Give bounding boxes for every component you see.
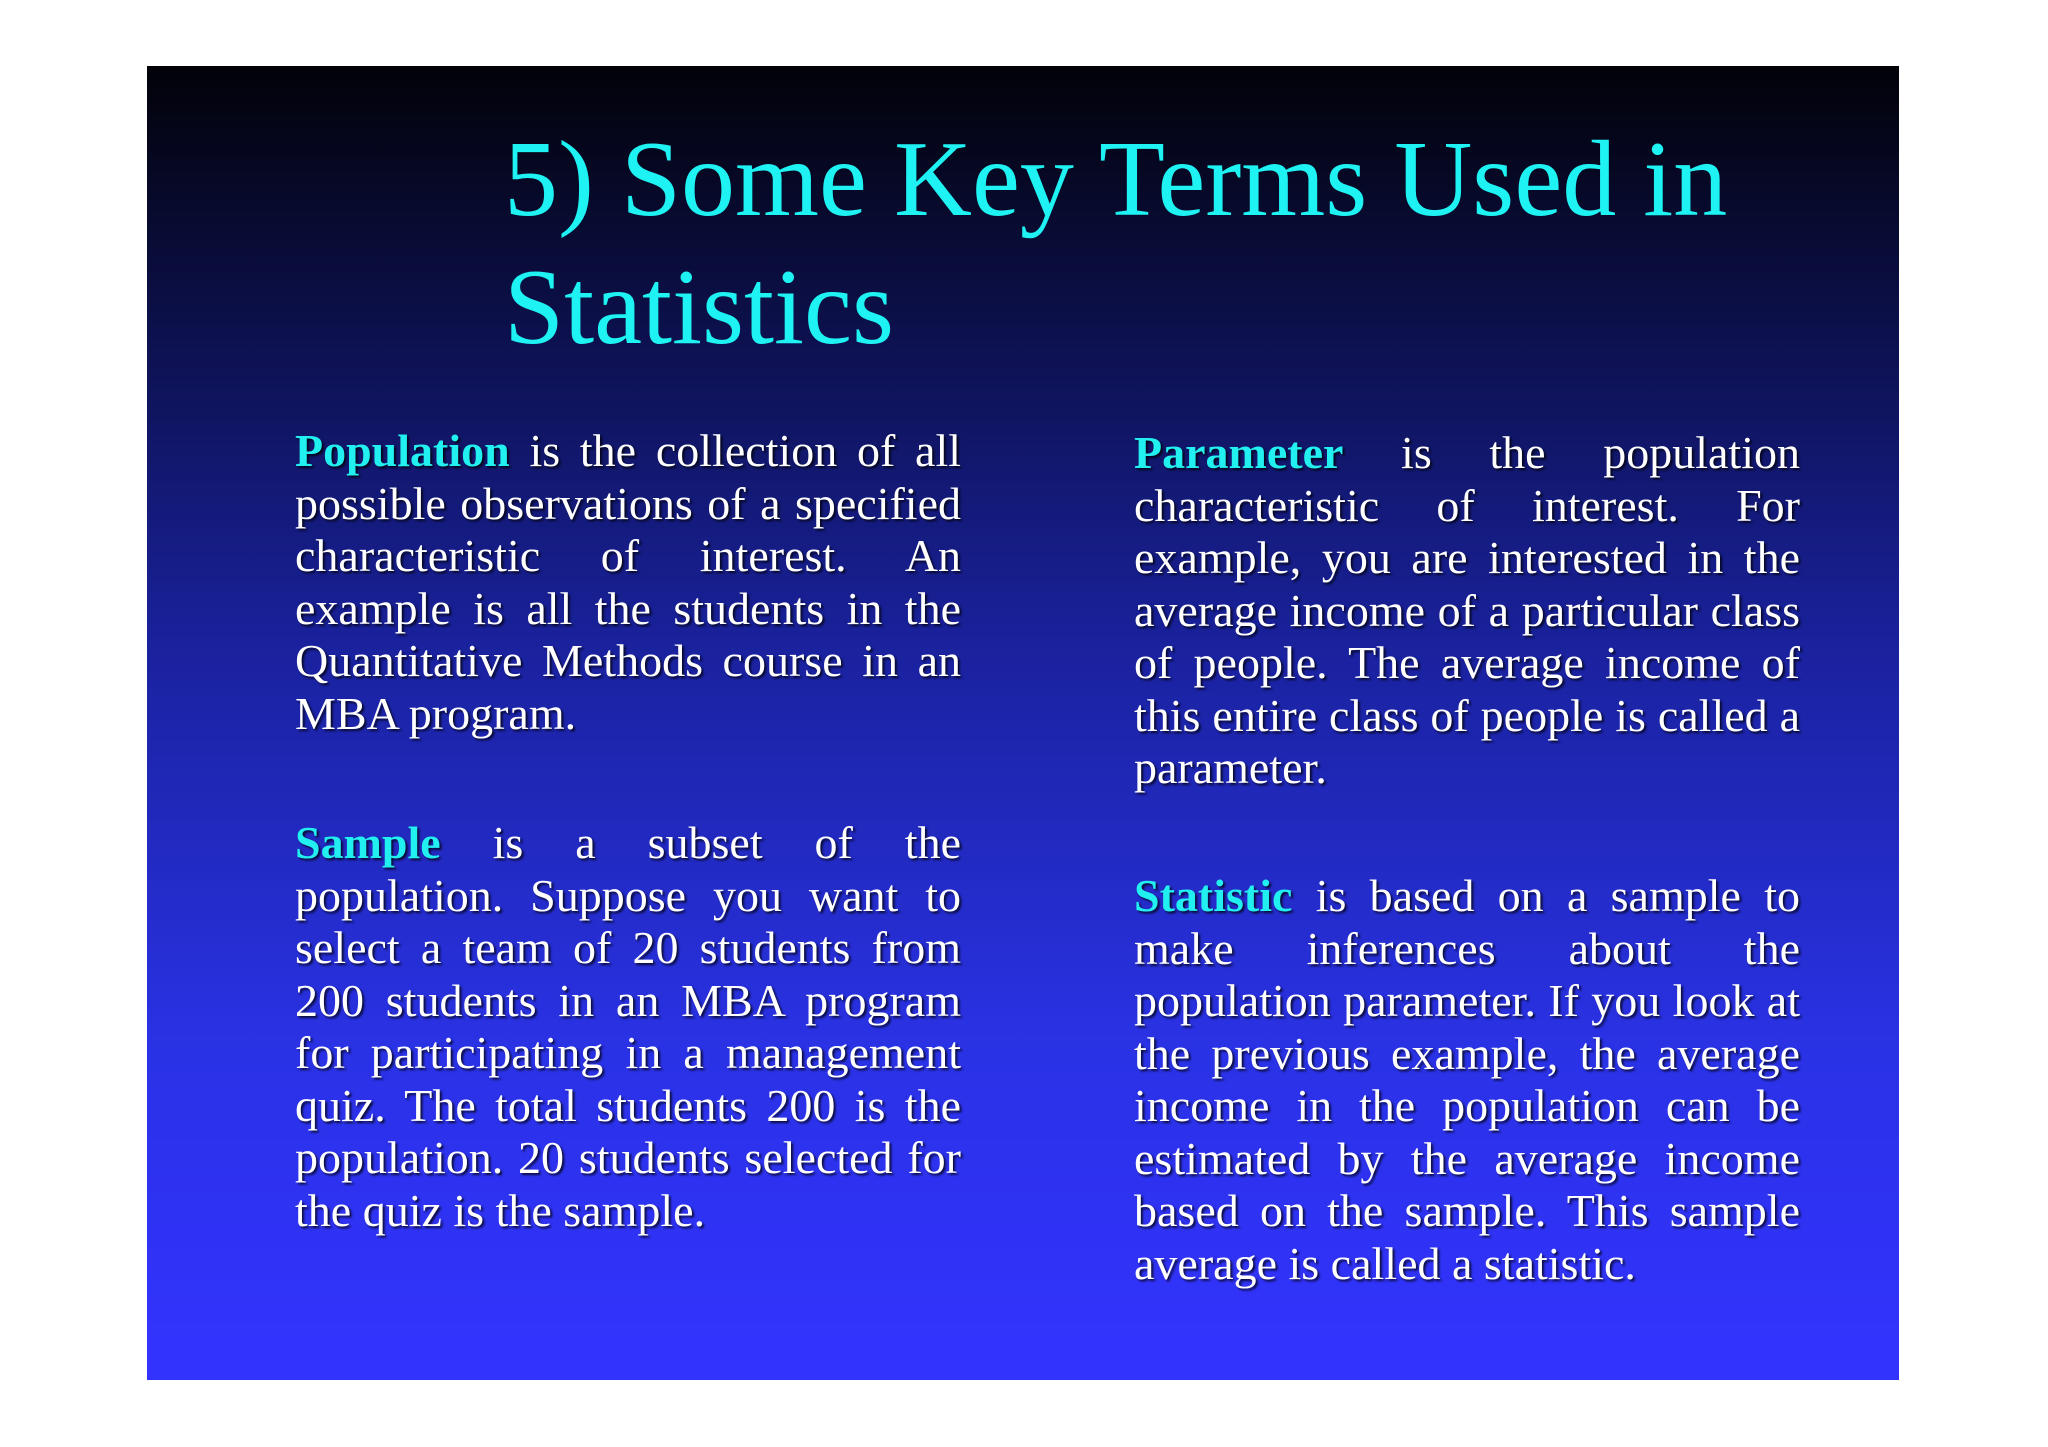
term-sample: Sample	[295, 817, 441, 868]
definition-sample	[295, 817, 961, 1237]
slide-title: 5) Some Key Terms Used in Statistics	[504, 120, 1728, 367]
definition-parameter	[1134, 427, 1800, 795]
definition-parameter-text: is the population characteristic of interest. For example, you are interested in the average income of a particular class of people. The average income of this entire class of people is called a parameter.	[1134, 427, 1800, 793]
definition-sample-text: is a subset of the population. Suppose you want to select a team of 20 students from 200 students in an MBA program for participating in a management quiz. The total students 200 is the population. 20 students selected for the quiz is the sample.	[295, 817, 961, 1236]
definition-population	[295, 425, 961, 740]
term-population: Population	[295, 425, 510, 476]
definition-statistic-text: is based on a sample to make inferences about the population parameter. If you look at the previous example, the average income in the population can be estimated by the average income based on the sample. This sample average is called a statistic.	[1134, 870, 1800, 1289]
definition-statistic	[1134, 870, 1800, 1290]
slide	[147, 66, 1899, 1380]
definition-population-text: is the collection of all possible observations of a specified characteristic of interest. An example is all the students in the Quantitative Methods course in an MBA program.	[295, 425, 961, 739]
term-statistic: Statistic	[1134, 870, 1293, 921]
term-parameter: Parameter	[1134, 427, 1344, 478]
